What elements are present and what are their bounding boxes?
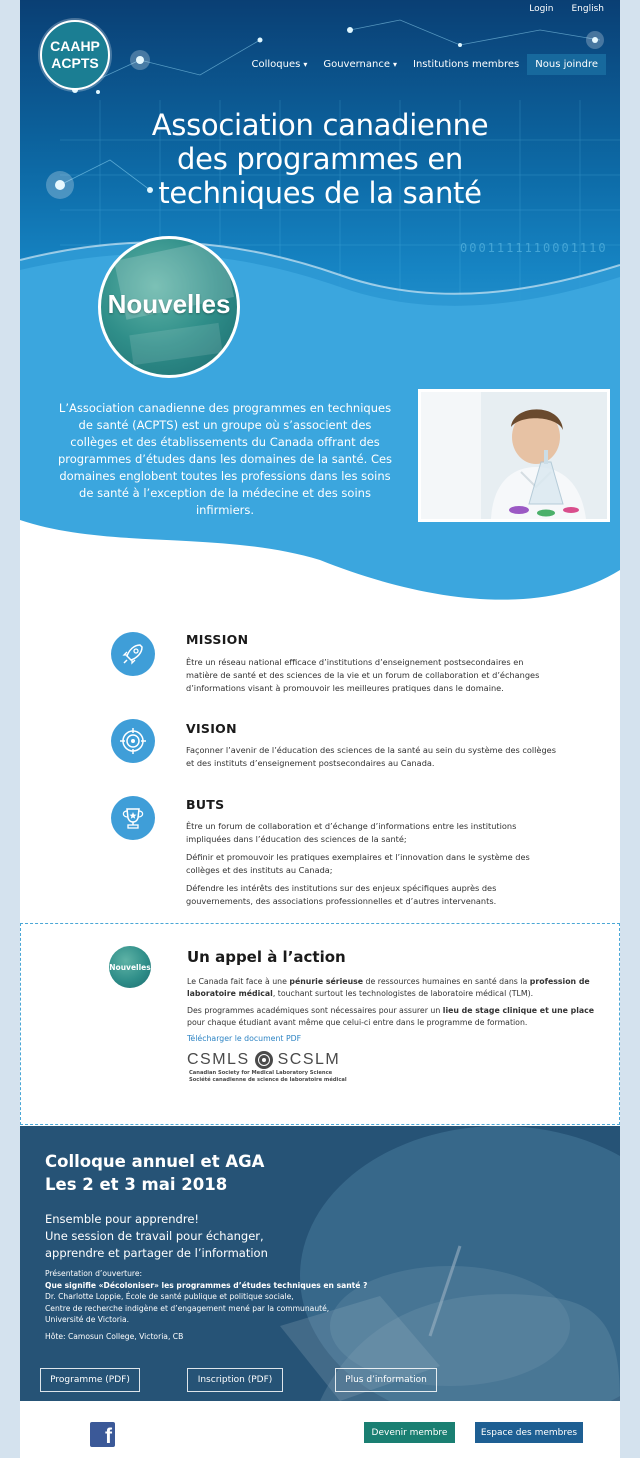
trophy-icon [111,796,155,840]
rocket-icon [111,632,155,676]
plus-information-button[interactable]: Plus d’information [335,1368,437,1392]
inscription-pdf-button[interactable]: Inscription (PDF) [187,1368,283,1392]
colloque-banner [20,1126,620,1401]
cta-paragraph-1: Le Canada fait face à une pénurie sérieuse de ressources humaines en santé dans la profession de laboratoire médical, touchant surtout les technologistes de laboratoire médical (TLM). [187,977,590,998]
nav-item-label: Nous joindre [535,59,598,70]
colloque-title [45,1150,264,1196]
csmls-emblem-icon [254,1050,274,1070]
colloque-subtitle-line: Ensemble pour apprendre! [45,1212,200,1226]
vision-title: VISION [186,721,237,736]
news-circle-button[interactable] [98,236,240,378]
logo-line-1: CAAHP [50,38,100,54]
colloque-date: Les 2 et 3 mai 2018 [45,1175,228,1194]
nav-item-label: Gouvernance [323,59,390,70]
colloque-host: Hôte: Camosun College, Victoria, CB [45,1332,184,1341]
csmls-logo [187,1050,347,1083]
buts-paragraph: Être un forum de collaboration et d’échange d’informations entre les institutions impliquées dans l’éducation des sciences de la santé; [186,821,517,844]
news-badge[interactable] [109,946,151,988]
call-to-action-box [20,923,620,1125]
news-badge-label: Nouvelles [109,962,151,972]
hero-banner [20,0,620,610]
nav-item-gouvernance[interactable] [315,54,405,75]
footer [20,1402,620,1458]
facebook-icon[interactable]: f [90,1422,115,1447]
svg-text:0001111110001110: 0001111110001110 [460,241,608,255]
csmls-logo-left: CSMLS [187,1051,250,1068]
intro-text: L’Association canadienne des programmes en techniques de santé (ACPTS) est un groupe où s’associent des collèges et des établissements du Canada offrant des programmes d’études dans les domaines de la santé. Ces domaines englobent toutes les professions dans les soins de santé à l’exception de la médecine et des soins infirmiers. [57,401,393,517]
chevron-down-icon: ▾ [303,60,308,69]
cta-paragraph-2: Des programmes académiques sont nécessaires pour assurer un lieu de stage clinique et une place pour chaque étudiant avant même que celui-ci entre dans le programme de formation. [187,1006,595,1027]
speaker-line: Dr. Charlotte Loppie, École de santé publique et politique sociale, [45,1292,294,1301]
target-icon-graphic [119,727,147,755]
presentation-label: Présentation d’ouverture: [45,1269,143,1278]
devenir-membre-button[interactable]: Devenir membre [364,1422,455,1443]
vision-paragraph: Façonner l’avenir de l’éducation des sciences de la santé au sein du système des collèges et des instituts d’enseignement postsecondaires au Canada. [186,745,556,768]
colloque-subtitle-line: Une session de travail pour échanger, [45,1229,264,1243]
cta-title: Un appel à l’action [187,948,346,966]
lab-student-photo [418,389,610,522]
hero-title [80,108,560,210]
login-link[interactable]: Login [529,4,554,14]
vision-body [186,744,556,775]
nav-item-nous-joindre[interactable] [527,54,606,75]
trophy-icon-graphic [119,804,147,832]
espace-membres-button[interactable]: Espace des membres [475,1422,583,1443]
speaker-line: Centre de recherche indigène et d’engagement mené par la communauté, [45,1303,330,1313]
nav-item-institutions[interactable] [405,54,527,75]
colloque-title-line: Colloque annuel et AGA [45,1152,265,1171]
top-utility-bar [529,4,604,14]
main-nav [243,54,606,75]
mission-title: MISSION [186,632,249,647]
mission-paragraph: Être un réseau national efficace d’institutions d’enseignement postsecondaires en matière de santé et des sciences de la vie et un forum de collaboration et d’échanges d’informations visant à promouvoir les meilleures pratiques dans le domaine. [186,657,540,693]
presentation-title: Que signifie «Décoloniser» les programmes d’études techniques en santé ? [45,1280,368,1290]
speaker-line: Université de Victoria. [45,1315,130,1324]
language-switch-link[interactable]: English [571,4,604,14]
rocket-icon-graphic [120,641,146,667]
hero-title-line: techniques de la santé [158,176,482,210]
buts-paragraph: Définir et promouvoir les pratiques exemplaires et l’innovation dans le système des collèges et des instituts au Canada; [186,852,530,875]
mission-body [186,656,556,700]
nav-item-label: Colloques [251,59,301,70]
buts-body [186,820,556,913]
nav-item-label: Institutions membres [413,59,520,70]
csmls-logo-subtitle-fr: Société canadienne de science de laboratoire médical [189,1076,347,1083]
download-pdf-link[interactable]: Télécharger le document PDF [187,1034,302,1043]
target-icon [111,719,155,763]
news-circle-label: Nouvelles [107,289,231,319]
site-logo[interactable] [40,20,110,90]
page [20,0,620,1458]
newspaper-graphic [129,323,222,365]
programme-pdf-button[interactable]: Programme (PDF) [40,1368,140,1392]
colloque-subtitle [45,1211,268,1262]
colloque-presentation [45,1268,367,1326]
hero-title-line: Association canadienne [151,108,489,142]
nav-item-colloques[interactable] [243,54,315,75]
csmls-logo-right: SCSLM [277,1051,341,1068]
lab-photo-illustration [421,392,607,519]
logo-line-2: ACPTS [51,55,99,71]
colloque-subtitle-line: apprendre et partager de l’information [45,1246,268,1260]
csmls-logo-subtitle-en: Canadian Society for Medical Laboratory Science [189,1070,333,1076]
cta-body [187,976,607,1034]
buts-title: BUTS [186,797,225,812]
hero-title-line: des programmes en [177,142,463,176]
chevron-down-icon: ▾ [393,60,398,69]
buts-paragraph: Défendre les intérêts des institutions sur des enjeux spécifiques auprès des gouvernements, des associations professionnelles et d’autres intervenants. [186,883,497,906]
